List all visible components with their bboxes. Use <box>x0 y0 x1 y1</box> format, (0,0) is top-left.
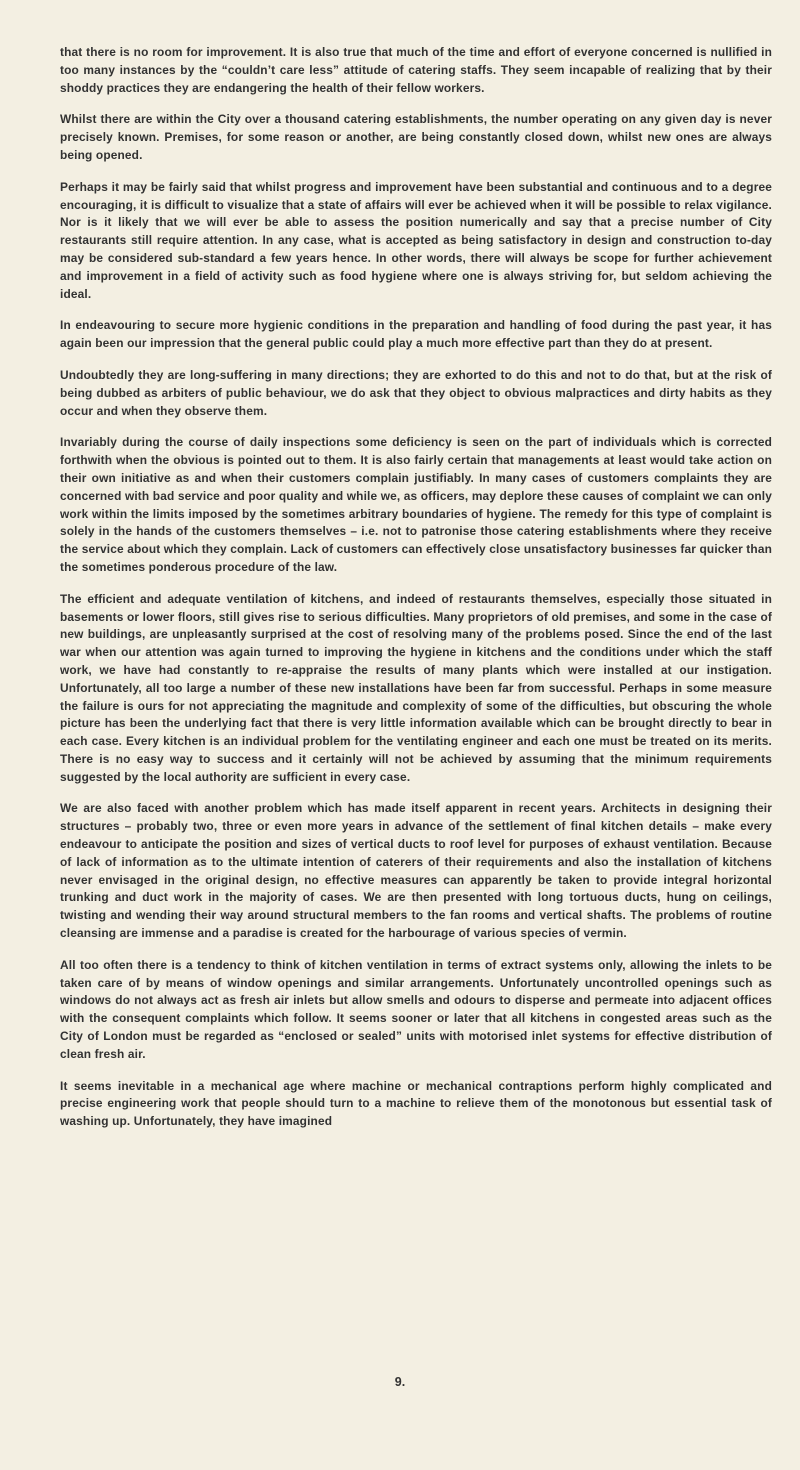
document-page <box>60 44 772 1145</box>
paragraph-7: The efficient and adequate ventilation of kitchens, and indeed of restaurants themselves, especially those situated in basements or lower floors, still gives rise to serious difficulties. Many proprietors of old premises, and some in the case of new buildings, are unpleasantly surprised at the cost of resolving many of the problems posed. Since the end of the last war when our attention was again turned to improving the hygiene in kitchens and the conditions under which the staff work, we have had constantly to re-appraise the results of many plants which were installed at our instigation. Unfortunately, all too large a number of these new installations have been far from successful. Perhaps in some measure the failure is ours for not appreciating the magnitude and complexity of some of the difficulties, but obscuring the whole picture has been the underlying fact that there is very little information available which can be brought directly to bear in each case. Every kitchen is an individual problem for the ventilating engineer and each one must be treated on its merits. There is no easy way to success and it certainly will not be achieved by assuming that the minimum requirements suggested by the local authority are sufficient in every case. <box>60 591 772 784</box>
paragraph-1: that there is no room for improvement. It is also true that much of the time and effort of everyone concerned is nullified in too many instances by the “couldn’t care less” attitude of catering staffs. They seem incapable of realizing that by their shoddy practices they are endangering the health of their fellow workers. <box>60 45 772 95</box>
paragraph-4: In endeavouring to secure more hygienic conditions in the preparation and handling of food during the past year, it has again been our impression that the general public could play a much more effective part than they do at present. <box>60 318 772 351</box>
paragraph-3: Perhaps it may be fairly said that whilst progress and improvement have been substantial and continuous and to a degree encouraging, it is difficult to visualize that a state of affairs will ever be achieved when it will be possible to relax vigilance. Nor is it likely that we will ever be able to assess the position numerically and say that a precise number of City restaurants still require attention. In any case, what is accepted as being satisfactory in design and construction to-day may be considered sub-standard a few years hence. In other words, there will always be scope for further achievement and improvement in a field of activity such as food hygiene where one is always striving for, but seldom achieving the ideal. <box>60 179 772 301</box>
page-number: 9. <box>394 1375 406 1389</box>
paragraph-10: It seems inevitable in a mechanical age where machine or mechanical contraptions perform highly complicated and precise engineering work that people should turn to a machine to relieve them of the monotonous but essential task of washing up. Unfortunately, they have imagined <box>60 1078 772 1129</box>
paragraph-6: Invariably during the course of daily inspections some deficiency is seen on the part of individuals which is corrected forthwith when the obvious is pointed out to them. It is also fairly certain that managements at least would take action on their own initiative as and when their customers complain justifiably. In many cases of customers complaints they are concerned with bad service and poor quality and while we, as officers, may deplore these causes of complaint we can only work within the limits imposed by the sometimes arbitrary boundaries of hygiene. The remedy for this type of complaint is solely in the hands of the customers themselves – i.e. not to patronise those catering establishments where they receive the service about which they complain. Lack of customers can effectively close unsatisfactory businesses far quicker than the sometimes ponderous procedure of the law. <box>60 435 773 574</box>
paragraph-8: We are also faced with another problem which has made itself apparent in recent years. Architects in designing their structures – probably two, three or even more years in advance of the settlement of final kitchen details – make every endeavour to anticipate the position and sizes of vertical ducts to roof level for purposes of exhaust ventilation. Because of lack of information as to the ultimate intention of caterers of their requirements and also the installation of kitchens never envisaged in the original design, no effective measures can apparently be taken to provide integral horizontal trunking and duct work in the majority of cases. We are then presented with long tortuous ducts, hung on ceilings, twisting and wending their way around structural members to the fan rooms and vertical shafts. The problems of routine cleansing are immense and a paradise is created for the harbourage of various species of vermin. <box>60 801 772 941</box>
paragraph-5: Undoubtedly they are long-suffering in many directions; they are exhorted to do this and not to do that, but at the risk of being dubbed as arbiters of public behaviour, we do ask that they object to obvious malpractices and dirty habits as they occur and when they observe them. <box>60 367 772 418</box>
paragraph-9: All too often there is a tendency to think of kitchen ventilation in terms of extract systems only, allowing the inlets to be taken care of by means of window openings and similar arrangements. Unfortunately uncontrolled openings such as windows do not always act as fresh air inlets but allow smells and odours to disperse and permeate into adjacent offices with the consequent complaints which follow. It seems sooner or later that all kitchens in congested areas such as the City of London must be regarded as “enclosed or sealed” units with motorised inlet systems for effective distribution of clean fresh air. <box>60 957 772 1061</box>
paragraph-2: Whilst there are within the City over a thousand catering establishments, the number operating on any given day is never precisely known. Premises, for some reason or another, are being constantly closed down, whilst new ones are always being opened. <box>60 112 772 162</box>
